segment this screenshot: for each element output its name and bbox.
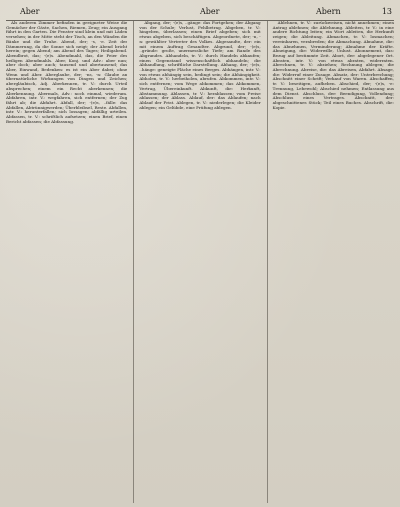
running-header	[6, 4, 394, 21]
header-center-word: Aber	[200, 7, 220, 16]
page-number: 13	[381, 7, 392, 16]
text-columns	[6, 21, 394, 503]
column-2-text: Abgang, der; -(e)s, ..gänge: das Fortgehen; der Abgang von der Schule; Verlust, Fehlbetrag. Abgeben, tr. V.: hingeben, überlassen; einen Brief abgeben; sich mit etwas abgeben, sich beschäftigen. Abgeordnete, der; -n, -n: gewählter Vertreter des Volkes. Abgesandte, der: ein mit einem Auftrag Gesandter. Abgrund, der; -(e)s, ..gründe: große, unermessliche Tiefe; am Rande des Abgrundes. Abhandeln, tr. V.: durch Handeln abkaufen; einen Gegenstand wissenschaftlich abhandeln; die Abhandlung, schriftliche Darstellung. Abhang, der; -(e)s, ..hänge: geneigte Fläche eines Berges. Abhängen, intr. V.: von etwas abhängig sein, bedingt sein; die Abhängigkeit. Abholen, tr. V.: herbeiholen, abrufen. Abkommen, intr. V.: sich entfernen; vom Wege abkommen; das Abkommen, Vertrag, Übereinkunft. Abkunft, die: Herkunft, Abstammung. Ablassen, tr. V.: herablassen; vom Preise ablassen; der Ablass. Ablauf, der: das Ablaufen; nach Ablauf der Frist. Ablegen, tr. V.: niederlegen; die Kleider ablegen; ein Gelübde, eine Prüfung ablegen.	[139, 21, 261, 110]
column-3	[267, 21, 394, 503]
column-3-text: Ablehnen, tr. V.: zurückweisen, nicht annehmen; einen Antrag ablehnen; die Ablehnung. Ableiten, tr. V.: in eine andere Richtung leiten; ein Wort ableiten, die Herkunft zeigen; die Ableitung. Abmachen, tr. V.: losmachen; vereinbaren, verabreden; die Abmachung. Abnahme, die: das Abnehmen, Verminderung; Abnahme der Kräfte. Abneigung, die: Widerwille, Unlust. Abonnement, das: Bezug auf bestimmte Zeit. Abort, der: abgelegener Ort. Abraten, intr. V.: von etwas abraten, widerraten. Abrechnen, tr. V.: abziehen; Rechnung ablegen; die Abrechnung. Abreise, die: das Abreisen, Abfahrt. Absage, die: Widerruf einer Zusage. Absatz, der: Unterbrechung; Abschnitt einer Schrift; Verkauf von Waren. Abschaffen, tr. V.: beseitigen, aufheben. Abschied, der; -(e)s, -e: Trennung, Lebewohl; Abschied nehmen; Entlassung aus dem Dienst. Abschluss, der: Beendigung, Vollendung; Abschluss eines Vertrages. Abschnitt, der: abgeschnittenes Stück; Teil eines Buches. Abschrift, die: Kopie.	[272, 21, 394, 110]
column-1	[6, 21, 127, 503]
header-left-word: Aber	[20, 7, 40, 16]
column-2	[133, 21, 260, 503]
column-1-text: Als anderen Zimmer befinden in geeigneter Weise die Gemächer der Gäste, Sachen, Riemen, Zeug; ein Ausgang führt in den Garten. Die Fenster sind klein und mit Läden versehen; in der Mitte steht der Tisch, an den Wänden die Bänke und die Truhe. Abend, der; -s, -e. Zeit der Dämmerung, da die Sonne sich neigt; der Abend bricht herein; gegen Abend; am Abend des Tages; Heiligabend. Abendbrot, das; -(e)s. Abendmahl, das, die Feier des heiligen Abendmahls. Aber, Konj. und Adv.: aber nun; aber doch; aber auch; tausend und abertausend; das Aber, Einwand, Bedenken: es ist ein Aber dabei; ohne Wenn und Aber. Aberglaube, der; -ns, -n: Glaube an übernatürliche Wirkungen von Dingen und Zeichen; abergläubisch, Adj. Aberkennen, tr. V.: durch Urteil absprechen; einem ein Recht aberkennen; die Aberkennung. Abermals, Adv.: noch einmal, wiederum. Abfahren, intr. V.: wegfahren, sich entfernen; der Zug fährt ab; die Abfahrt. Abfall, der; -(e)s, ..fälle: das Abfallen, Abtrünnigwerden; Überbleibsel, Reste. Abfallen, intr. V.: herunterfallen; sich lossagen; abfällig urteilen. Abfassen, tr. V.: schriftlich aufsetzen; einen Brief, einen Bericht abfassen; die Abfassung.	[6, 21, 128, 124]
header-right-word: Abern	[316, 7, 341, 16]
